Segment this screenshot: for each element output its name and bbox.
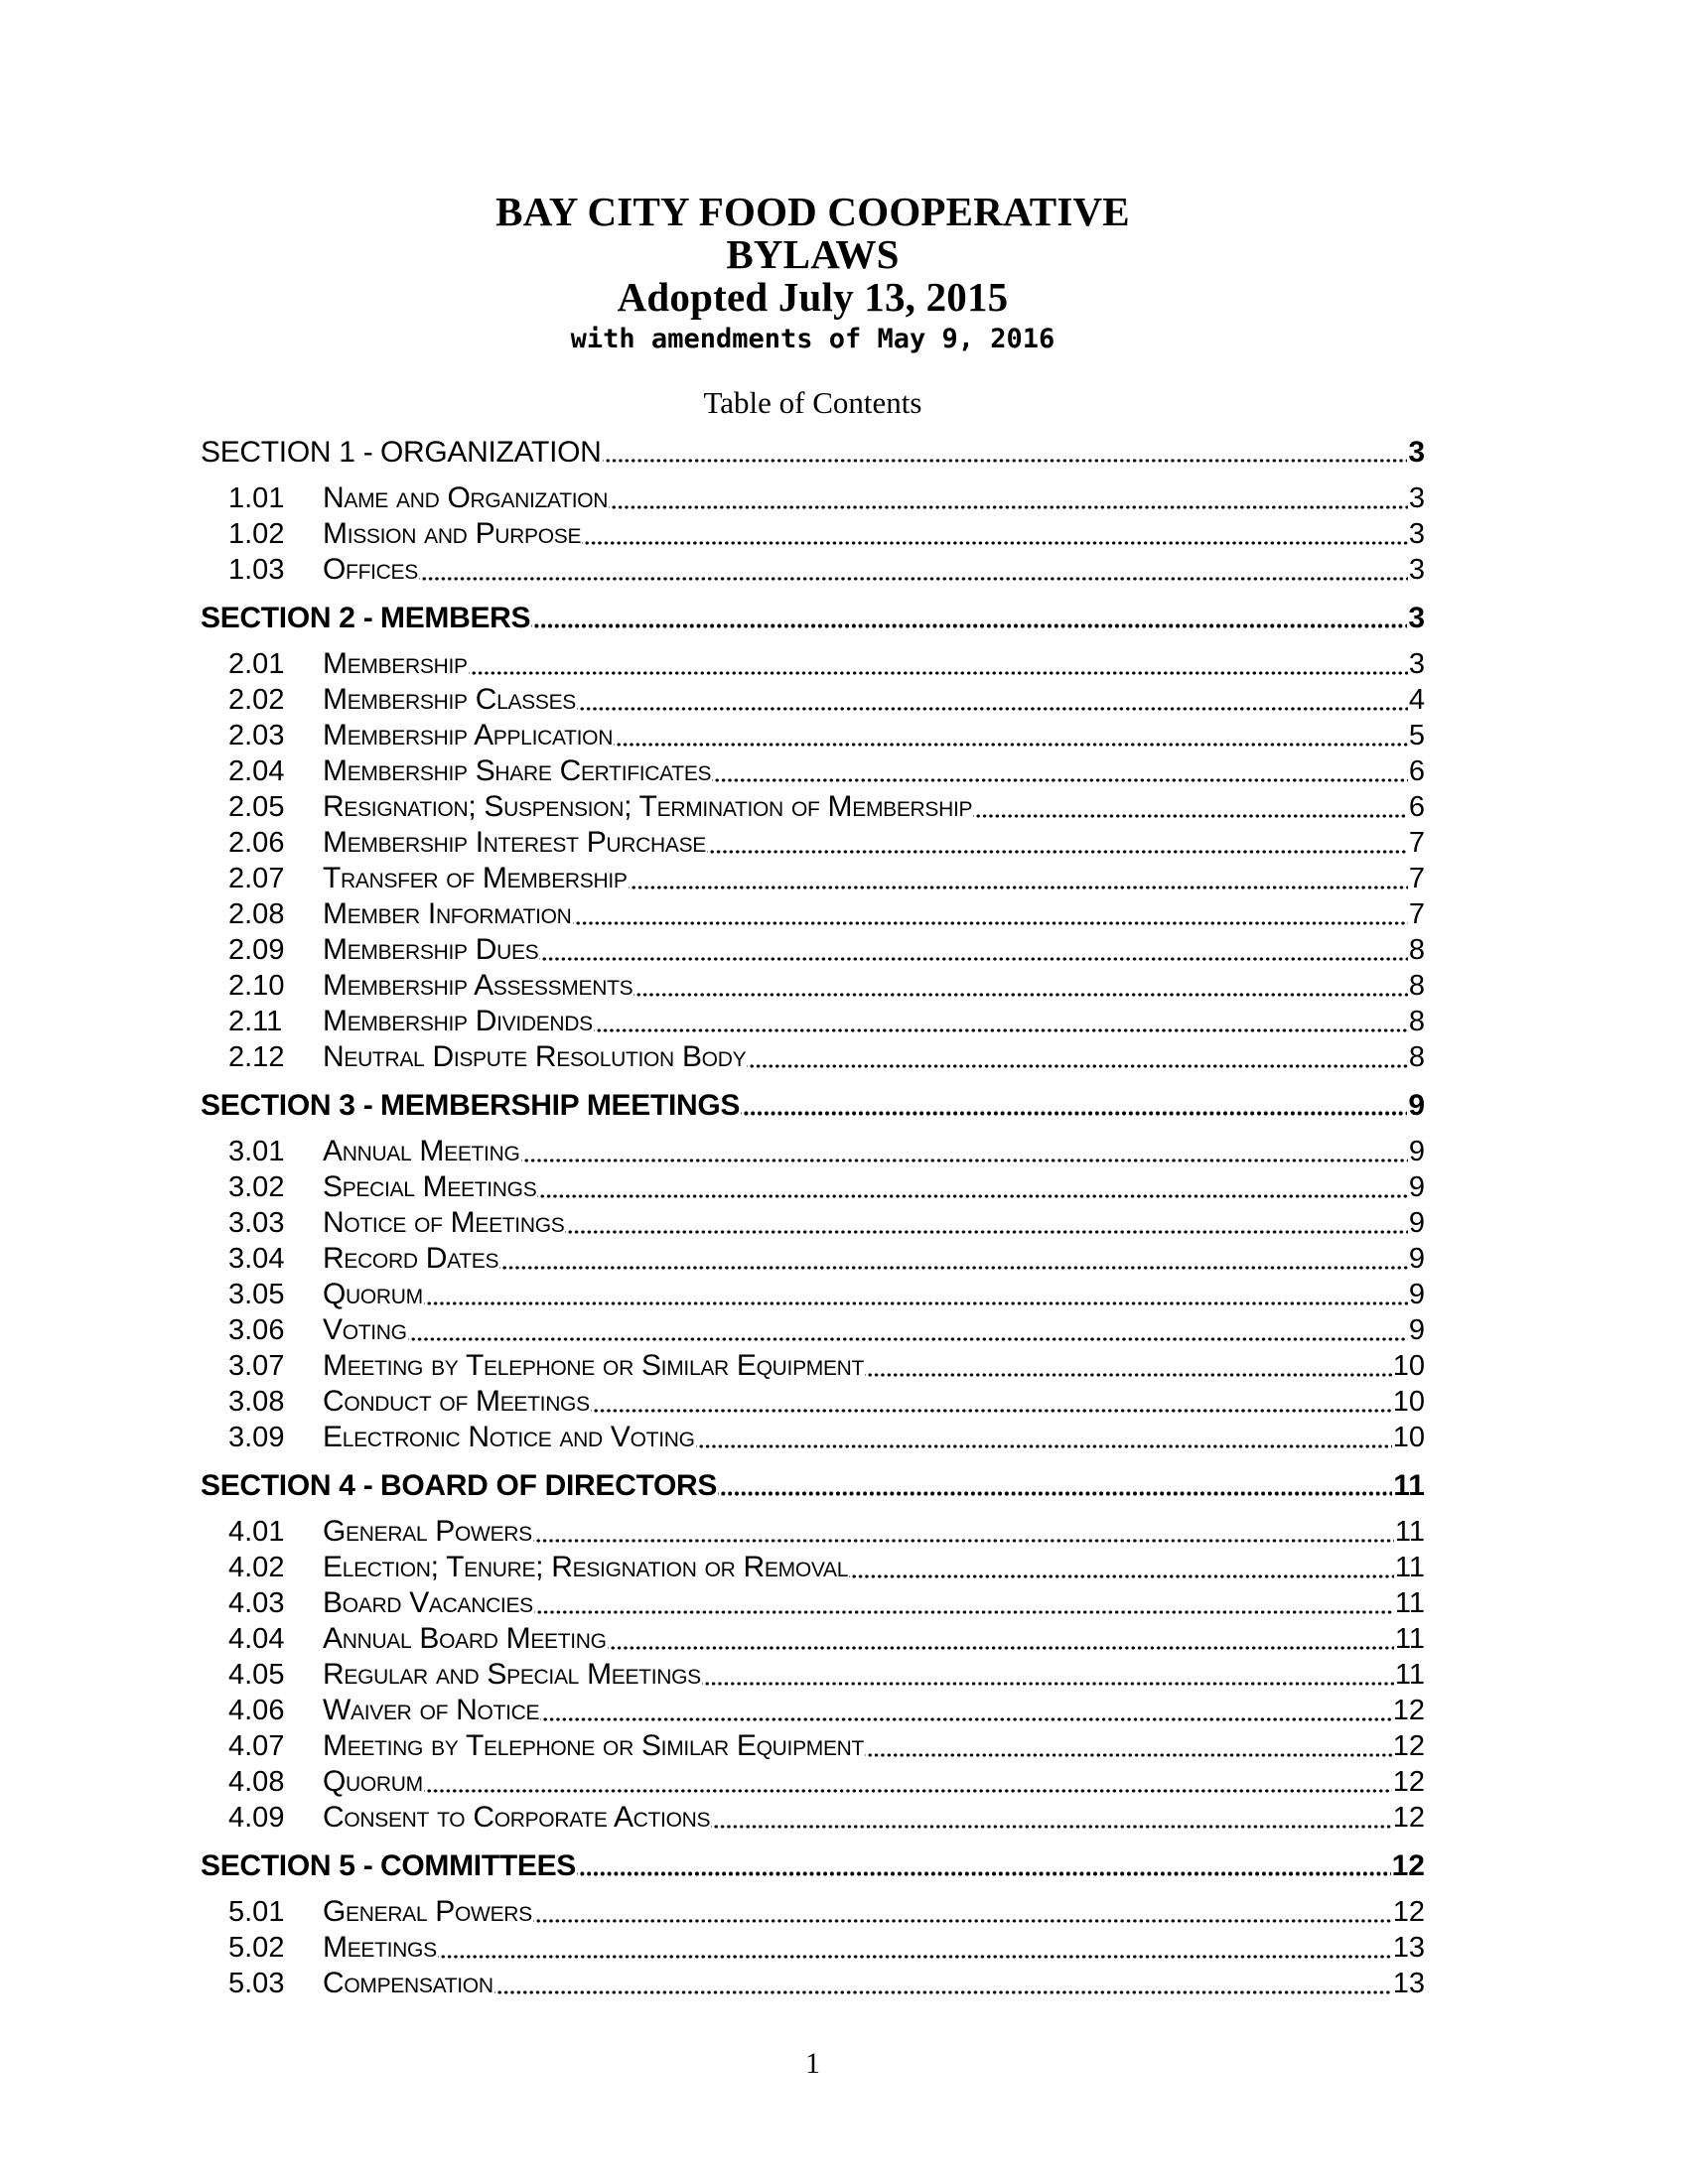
adoption-date-line: Adopted July 13, 2015 bbox=[617, 274, 1009, 320]
toc-item-title: Membership Classes bbox=[323, 683, 576, 716]
dot-leader bbox=[712, 753, 1408, 789]
toc-page-number: 3 bbox=[1408, 436, 1425, 469]
toc-item-row bbox=[201, 1134, 1425, 1169]
toc-item-number: 4.05 bbox=[228, 1659, 285, 1691]
toc-page-number: 8 bbox=[1408, 934, 1425, 966]
dot-leader bbox=[711, 1800, 1392, 1836]
toc-item-number: 1.03 bbox=[228, 554, 285, 586]
toc-section-title: BOARD OF DIRECTORS bbox=[380, 1469, 718, 1502]
toc-section-label: SECTION 5 - bbox=[201, 1849, 373, 1882]
toc-page-number: 13 bbox=[1392, 1968, 1425, 1999]
dot-leader bbox=[741, 1088, 1407, 1123]
toc-item-row bbox=[201, 753, 1425, 789]
toc-page-number: 11 bbox=[1393, 1469, 1425, 1502]
toc-item-number: 2.11 bbox=[228, 1006, 283, 1037]
dot-leader bbox=[629, 861, 1408, 896]
toc-item-row bbox=[201, 1277, 1425, 1312]
page-number: 1 bbox=[805, 2047, 820, 2080]
toc-item-number: 3.09 bbox=[228, 1422, 285, 1453]
dot-leader bbox=[849, 1550, 1394, 1585]
toc-section-title: COMMITTEES bbox=[380, 1849, 576, 1882]
dot-leader bbox=[696, 1420, 1392, 1455]
toc-item-title: Board Vacancies bbox=[323, 1586, 533, 1619]
toc-item-number: 3.07 bbox=[228, 1350, 285, 1382]
toc-section-row bbox=[201, 1468, 1425, 1503]
toc-item-title: Member Information bbox=[323, 897, 572, 930]
toc-item-number: 2.01 bbox=[228, 648, 285, 680]
toc-page-number: 8 bbox=[1408, 970, 1425, 1002]
toc-item-title: Transfer of Membership bbox=[323, 862, 628, 894]
document-header bbox=[201, 191, 1425, 360]
dot-leader bbox=[438, 1930, 1392, 1966]
toc-item-number: 2.02 bbox=[228, 684, 285, 716]
toc-item-row bbox=[201, 1657, 1425, 1693]
toc-section-title: MEMBERS bbox=[380, 602, 531, 634]
toc-item-row bbox=[201, 1420, 1425, 1455]
toc-item-title: Membership Dividends bbox=[323, 1005, 593, 1037]
dot-leader bbox=[577, 682, 1408, 718]
toc-page-number: 9 bbox=[1408, 1314, 1425, 1346]
toc-item-number: 3.06 bbox=[228, 1314, 285, 1346]
toc-item-number: 5.03 bbox=[228, 1968, 285, 1999]
toc-section-label: SECTION 3 - bbox=[201, 1089, 373, 1122]
dot-leader bbox=[614, 718, 1408, 753]
toc-section-label: SECTION 1 - bbox=[201, 436, 373, 469]
toc-item-number: 3.01 bbox=[228, 1136, 285, 1167]
dot-leader bbox=[424, 1764, 1392, 1800]
toc-page-number: 11 bbox=[1394, 1623, 1425, 1655]
toc-item-number: 2.05 bbox=[228, 791, 285, 823]
dot-leader bbox=[707, 825, 1408, 861]
toc-section-label: SECTION 2 - bbox=[201, 602, 373, 634]
toc-item-row bbox=[201, 1514, 1425, 1550]
dot-leader bbox=[531, 601, 1407, 635]
toc-item-number: 2.08 bbox=[228, 898, 285, 930]
toc-item-title: Membership Assessments bbox=[323, 969, 633, 1002]
toc-item-row bbox=[201, 1348, 1425, 1384]
toc-item-row bbox=[201, 1169, 1425, 1205]
toc-item-row bbox=[201, 1004, 1425, 1039]
toc-page-number: 4 bbox=[1408, 684, 1425, 716]
toc-page-number: 12 bbox=[1392, 1766, 1425, 1798]
toc-item-number: 3.05 bbox=[228, 1279, 285, 1310]
toc-page-number: 9 bbox=[1408, 1136, 1425, 1167]
toc-item-title: Neutral Dispute Resolution Body bbox=[323, 1040, 747, 1073]
toc-item-title: Membership Dues bbox=[323, 933, 539, 966]
toc-section-label: SECTION 4 - bbox=[201, 1469, 373, 1502]
dot-leader bbox=[591, 1384, 1392, 1420]
dot-leader bbox=[594, 1004, 1408, 1039]
dot-leader bbox=[577, 1848, 1391, 1883]
toc-item-row bbox=[201, 646, 1425, 682]
toc-item-number: 1.01 bbox=[228, 482, 285, 514]
toc-item-title: Voting bbox=[323, 1313, 407, 1346]
dot-leader bbox=[603, 435, 1408, 470]
toc-page-number: 8 bbox=[1408, 1041, 1425, 1073]
toc-item-row bbox=[201, 1693, 1425, 1728]
toc-item-number: 4.02 bbox=[228, 1552, 285, 1583]
dot-leader bbox=[494, 1966, 1392, 2001]
toc-item-row bbox=[201, 1550, 1425, 1585]
toc-page-number: 7 bbox=[1408, 863, 1425, 894]
dot-leader bbox=[419, 552, 1408, 588]
dot-leader bbox=[747, 1039, 1408, 1075]
toc-item-row bbox=[201, 1764, 1425, 1800]
toc-item-row bbox=[201, 1205, 1425, 1241]
toc-item-row bbox=[201, 932, 1425, 968]
toc-item-title: Meeting by Telephone or Similar Equipment bbox=[323, 1349, 865, 1382]
toc-page-number: 11 bbox=[1394, 1587, 1425, 1619]
toc-item-title: Offices bbox=[323, 553, 418, 586]
toc-section-row bbox=[201, 1848, 1425, 1883]
dot-leader bbox=[973, 789, 1408, 825]
toc-page-number: 3 bbox=[1408, 554, 1425, 586]
toc-item-title: Record Dates bbox=[323, 1242, 499, 1275]
toc-item-number: 4.07 bbox=[228, 1730, 285, 1762]
toc-item-row bbox=[201, 1894, 1425, 1930]
toc-item-number: 1.02 bbox=[228, 518, 285, 550]
toc-page-number: 8 bbox=[1408, 1006, 1425, 1037]
dot-leader bbox=[702, 1657, 1394, 1693]
dot-leader bbox=[865, 1728, 1392, 1764]
toc-item-title: Special Meetings bbox=[323, 1170, 537, 1203]
toc-item-number: 5.01 bbox=[228, 1896, 285, 1928]
toc-item-title: Meeting by Telephone or Similar Equipment bbox=[323, 1729, 865, 1762]
toc-item-title: General Powers bbox=[323, 1895, 532, 1928]
toc-page-number: 7 bbox=[1408, 898, 1425, 930]
toc-page-number: 6 bbox=[1408, 791, 1425, 823]
toc-item-row bbox=[201, 1241, 1425, 1277]
toc-page-number: 10 bbox=[1392, 1350, 1425, 1382]
toc-page-number: 12 bbox=[1391, 1849, 1425, 1882]
toc-item-row bbox=[201, 480, 1425, 516]
toc-page-number: 3 bbox=[1408, 482, 1425, 514]
toc-item-title: Membership Interest Purchase bbox=[323, 826, 706, 859]
dot-leader bbox=[424, 1277, 1408, 1312]
toc-page-number: 9 bbox=[1408, 1279, 1425, 1310]
toc-item-number: 4.01 bbox=[228, 1516, 285, 1548]
toc-page-number: 6 bbox=[1408, 755, 1425, 787]
document-subtitle: BYLAWS bbox=[726, 231, 900, 277]
toc-item-title: Notice of Meetings bbox=[323, 1206, 565, 1239]
toc-item-title: Membership bbox=[323, 647, 468, 680]
toc-item-row bbox=[201, 968, 1425, 1004]
dot-leader bbox=[533, 1894, 1392, 1930]
toc-page-number: 12 bbox=[1392, 1896, 1425, 1928]
toc-item-number: 5.02 bbox=[228, 1932, 285, 1964]
toc-item-row bbox=[201, 861, 1425, 896]
dot-leader bbox=[521, 1134, 1408, 1169]
table-of-contents bbox=[201, 435, 1425, 2001]
toc-page-number: 9 bbox=[1408, 1171, 1425, 1203]
toc-item-row bbox=[201, 1384, 1425, 1420]
toc-item-row bbox=[201, 682, 1425, 718]
amendment-line: with amendments of May 9, 2016 bbox=[570, 324, 1055, 354]
toc-item-row bbox=[201, 1800, 1425, 1836]
toc-item-number: 2.12 bbox=[228, 1041, 285, 1073]
toc-section-title: ORGANIZATION bbox=[380, 436, 602, 469]
toc-item-row bbox=[201, 1039, 1425, 1075]
toc-item-title: Waiver of Notice bbox=[323, 1694, 540, 1726]
dot-leader bbox=[469, 646, 1408, 682]
toc-item-title: Quorum bbox=[323, 1278, 423, 1310]
dot-leader bbox=[533, 1514, 1394, 1550]
toc-page-number: 9 bbox=[1408, 1089, 1425, 1122]
toc-page-number: 13 bbox=[1392, 1932, 1425, 1964]
toc-item-title: General Powers bbox=[323, 1515, 532, 1548]
toc-page-number: 7 bbox=[1408, 827, 1425, 859]
toc-item-number: 4.06 bbox=[228, 1695, 285, 1726]
toc-item-number: 2.09 bbox=[228, 934, 285, 966]
toc-section-title: MEMBERSHIP MEETINGS bbox=[380, 1089, 741, 1122]
dot-leader bbox=[718, 1468, 1392, 1503]
toc-item-row bbox=[201, 825, 1425, 861]
toc-item-number: 4.04 bbox=[228, 1623, 285, 1655]
dot-leader bbox=[499, 1241, 1408, 1277]
toc-section-row bbox=[201, 435, 1425, 470]
toc-item-title: Regular and Special Meetings bbox=[323, 1658, 701, 1691]
toc-item-number: 2.10 bbox=[228, 970, 285, 1002]
toc-item-number: 3.04 bbox=[228, 1243, 285, 1275]
toc-item-number: 3.03 bbox=[228, 1207, 285, 1239]
toc-item-row bbox=[201, 789, 1425, 825]
toc-item-title: Annual Board Meeting bbox=[323, 1622, 607, 1655]
toc-page-number: 11 bbox=[1394, 1659, 1425, 1691]
toc-page-number: 3 bbox=[1408, 602, 1425, 634]
toc-heading: Table of Contents bbox=[703, 385, 922, 420]
toc-page-number: 9 bbox=[1408, 1207, 1425, 1239]
toc-item-row bbox=[201, 1621, 1425, 1657]
toc-item-number: 4.08 bbox=[228, 1766, 285, 1798]
toc-item-title: Meetings bbox=[323, 1931, 437, 1964]
toc-item-title: Electronic Notice and Voting bbox=[323, 1421, 695, 1453]
toc-page-number: 3 bbox=[1408, 518, 1425, 550]
dot-leader bbox=[582, 516, 1408, 552]
toc-item-title: Conduct of Meetings bbox=[323, 1385, 590, 1418]
toc-item-title: Election; Tenure; Resignation or Removal bbox=[323, 1551, 849, 1583]
toc-page-number: 12 bbox=[1392, 1730, 1425, 1762]
toc-page-number: 3 bbox=[1408, 648, 1425, 680]
toc-section-row bbox=[201, 1088, 1425, 1123]
toc-item-row bbox=[201, 896, 1425, 932]
toc-item-title: Consent to Corporate Actions bbox=[323, 1801, 711, 1834]
toc-item-title: Annual Meeting bbox=[323, 1135, 520, 1167]
toc-page-number: 9 bbox=[1408, 1243, 1425, 1275]
document-title: BAY CITY FOOD COOPERATIVE bbox=[495, 189, 1130, 234]
toc-page-number: 11 bbox=[1394, 1516, 1425, 1548]
page-footer bbox=[201, 2046, 1425, 2082]
toc-page-number: 10 bbox=[1392, 1386, 1425, 1418]
toc-item-number: 3.08 bbox=[228, 1386, 285, 1418]
toc-item-title: Compensation bbox=[323, 1967, 493, 1999]
dot-leader bbox=[540, 1693, 1392, 1728]
dot-leader bbox=[633, 968, 1408, 1004]
toc-item-row bbox=[201, 1930, 1425, 1966]
toc-item-row bbox=[201, 1585, 1425, 1621]
toc-page-number: 11 bbox=[1394, 1552, 1425, 1583]
toc-item-row bbox=[201, 1728, 1425, 1764]
toc-item-number: 2.03 bbox=[228, 720, 285, 751]
toc-item-row bbox=[201, 1966, 1425, 2001]
toc-item-title: Resignation; Suspension; Termination of Membership bbox=[323, 790, 973, 823]
dot-leader bbox=[608, 1621, 1394, 1657]
dot-leader bbox=[539, 932, 1407, 968]
toc-item-title: Mission and Purpose bbox=[323, 517, 582, 550]
toc-item-number: 3.02 bbox=[228, 1171, 285, 1203]
toc-item-title: Membership Share Certificates bbox=[323, 754, 712, 787]
toc-page-number: 10 bbox=[1392, 1422, 1425, 1453]
toc-item-title: Name and Organization bbox=[323, 481, 609, 514]
dot-leader bbox=[408, 1312, 1408, 1348]
toc-item-number: 2.07 bbox=[228, 863, 285, 894]
toc-section-row bbox=[201, 601, 1425, 635]
toc-item-number: 2.04 bbox=[228, 755, 285, 787]
toc-item-row bbox=[201, 718, 1425, 753]
toc-page-number: 12 bbox=[1392, 1695, 1425, 1726]
dot-leader bbox=[609, 480, 1408, 516]
toc-item-title: Membership Application bbox=[323, 719, 614, 751]
dot-leader bbox=[573, 896, 1408, 932]
toc-item-number: 4.03 bbox=[228, 1587, 285, 1619]
toc-item-number: 4.09 bbox=[228, 1802, 285, 1834]
toc-item-row bbox=[201, 516, 1425, 552]
toc-page-number: 5 bbox=[1408, 720, 1425, 751]
dot-leader bbox=[865, 1348, 1392, 1384]
dot-leader bbox=[565, 1205, 1407, 1241]
dot-leader bbox=[534, 1585, 1394, 1621]
toc-item-number: 2.06 bbox=[228, 827, 285, 859]
toc-item-row bbox=[201, 1312, 1425, 1348]
toc-item-row bbox=[201, 552, 1425, 588]
toc-page-number: 12 bbox=[1392, 1802, 1425, 1834]
toc-item-title: Quorum bbox=[323, 1765, 423, 1798]
dot-leader bbox=[537, 1169, 1407, 1205]
